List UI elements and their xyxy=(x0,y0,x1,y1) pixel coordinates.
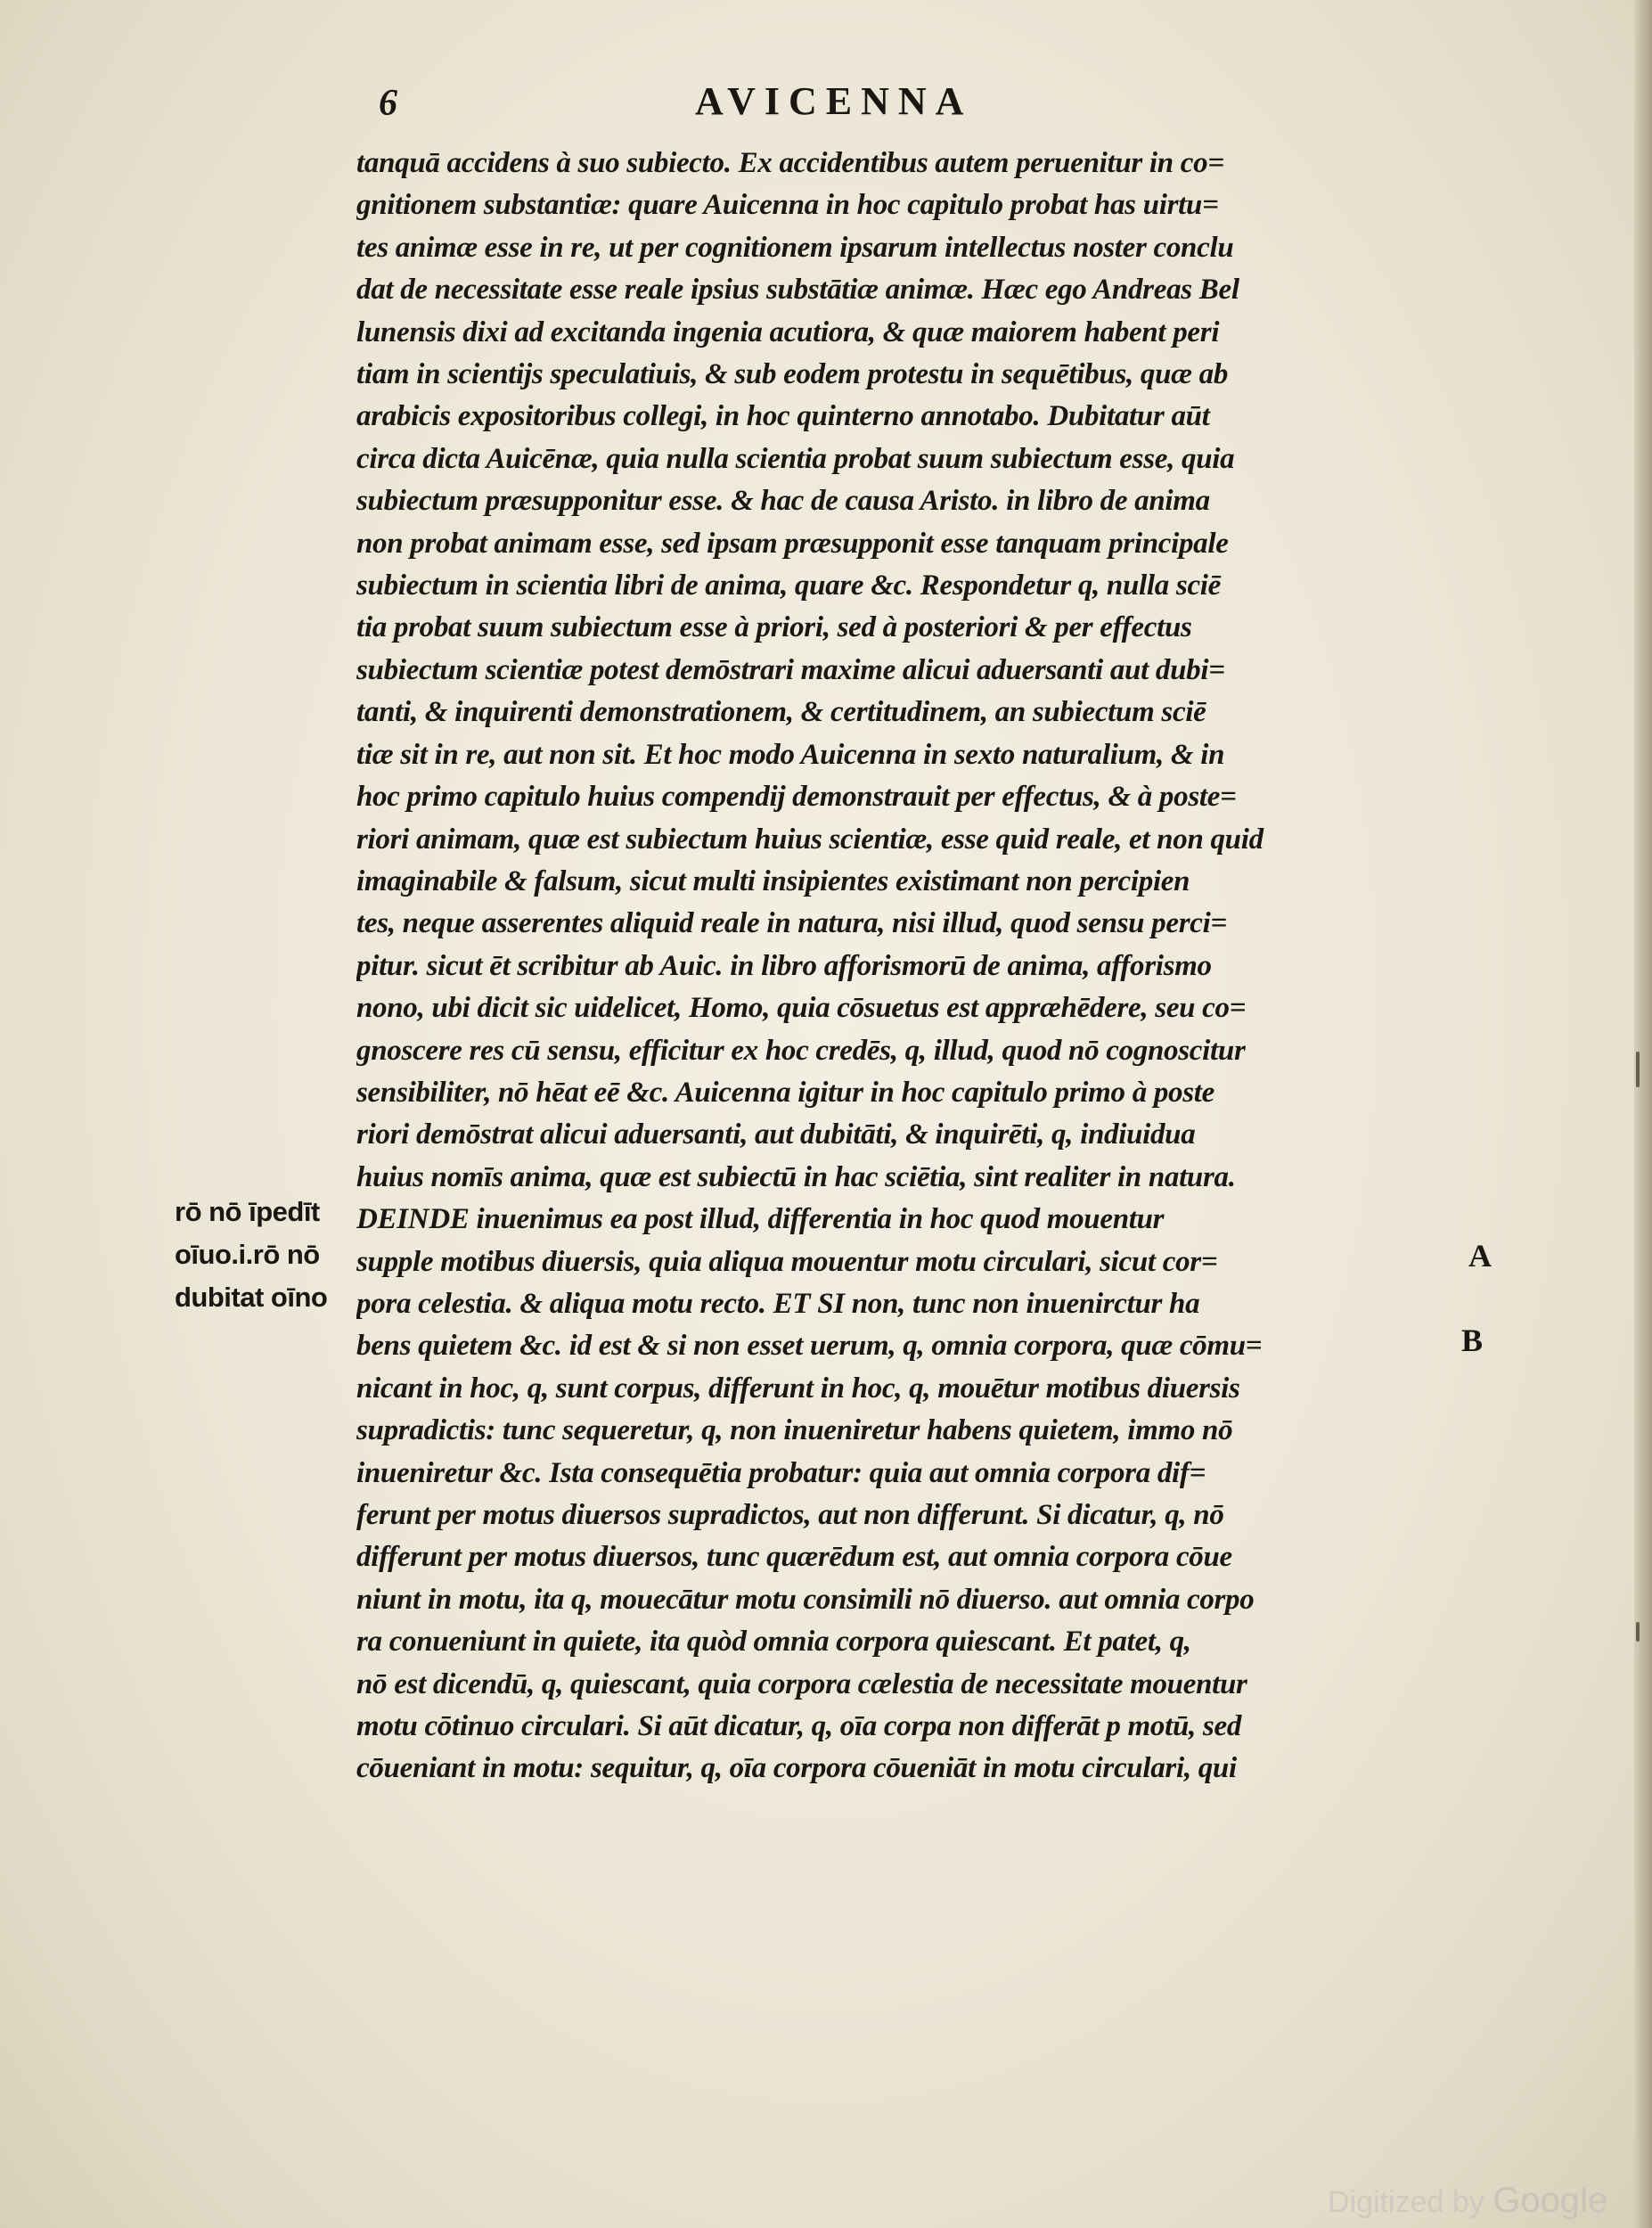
text-line: non probat animam esse, sed ipsam præsupponit esse tanquam principale xyxy=(356,527,1229,560)
text-line: inueniretur &c. Ista consequētia probatur: quia aut omnia corpora dif= xyxy=(356,1456,1206,1489)
binding-mark xyxy=(1636,1622,1640,1642)
text-line: tanquā accidens à suo subiecto. Ex accidentibus autem peruenitur in co= xyxy=(356,147,1224,179)
text-line: motu cōtinuo circulari. Si aūt dicatur, q, oīa corpa non differāt p motū, sed xyxy=(356,1710,1242,1743)
text-line: nō est dicendū, q, quiescant, quia corpora cælestia de necessitate mouentur xyxy=(356,1667,1247,1700)
text-line: nicant in hoc, q, sunt corpus, differunt in hoc, q, mouētur motibus diuersis xyxy=(356,1372,1240,1405)
text-line: DEINDE inuenimus ea post illud, differentia in hoc quod mouentur xyxy=(356,1203,1165,1236)
text-line: riori demōstrat alicui aduersanti, aut dubitāti, & inquirēti, q, indiuidua xyxy=(356,1118,1196,1151)
watermark-brand: Google xyxy=(1493,2181,1608,2220)
text-line: cōueniant in motu: sequitur, q, oīa corpora cōueniāt in motu circulari, qui xyxy=(356,1752,1237,1785)
text-line: pora celestia. & aliqua motu recto. ET SI non, tunc non inuenirctur ha xyxy=(356,1287,1200,1320)
digitization-watermark xyxy=(1328,2181,1607,2221)
text-line: tia probat suum subiectum esse à priori, sed à posteriori & per effectus xyxy=(356,611,1192,644)
text-line: gnoscere res cū sensu, efficitur ex hoc credēs, q, illud, quod nō cognoscitur xyxy=(356,1034,1246,1067)
text-line: sensibiliter, nō hēat eē &c. Auicenna igitur in hoc capitulo primo à poste xyxy=(356,1076,1214,1109)
marginal-note: dubitat oīno xyxy=(175,1282,328,1313)
text-line: nono, ubi dicit sic uidelicet, Homo, quia cōsuetus est appræhēdere, seu co= xyxy=(356,992,1247,1025)
text-line: ra conueniunt in quiete, ita quòd omnia corpora quiescant. Et patet, q, xyxy=(356,1626,1191,1659)
text-line: subiectum scientiæ potest demōstrari maxime alicui aduersanti aut dubi= xyxy=(356,653,1225,686)
marginal-note: oīuo.i.rō nō xyxy=(175,1239,320,1270)
text-line: riori animam, quæ est subiectum huius scientiæ, esse quid reale, et non quid xyxy=(356,823,1264,856)
text-line: imaginabile & falsum, sicut multi insipientes existimant non percipien xyxy=(356,864,1190,897)
text-line: circa dicta Auicēnæ, quia nulla scientia probat suum subiectum esse, quia xyxy=(356,442,1235,475)
marginal-note: rō nō īpedīt xyxy=(175,1196,320,1227)
body-text xyxy=(356,143,1479,1790)
text-line: subiectum præsupponitur esse. & hac de causa Aristo. in libro de anima xyxy=(356,485,1210,518)
text-line: subiectum in scientia libri de anima, quare &c. Respondetur q, nulla sciē xyxy=(356,569,1222,602)
text-line: ferunt per motus diuersos supradictos, aut non differunt. Si dicatur, q, nō xyxy=(356,1499,1224,1531)
text-line: supradictis: tunc sequeretur, q, non inueniretur habens quietem, immo nō xyxy=(356,1414,1233,1447)
text-line: hoc primo capitulo huius compendij demonstrauit per effectus, & à poste= xyxy=(356,781,1237,814)
text-line: arabicis expositoribus collegi, in hoc quinterno annotabo. Dubitatur aūt xyxy=(356,400,1210,433)
text-line: pitur. sicut ēt scribitur ab Auic. in libro afforismorū de anima, afforismo xyxy=(356,949,1212,982)
text-line: tes, neque asserentes aliquid reale in natura, nisi illud, quod sensu perci= xyxy=(356,907,1227,940)
margin-letter-a: A xyxy=(1468,1238,1492,1274)
text-line: lunensis dixi ad excitanda ingenia acutiora, & quæ maiorem habent peri xyxy=(356,315,1220,348)
text-line: tanti, & inquirenti demonstrationem, & certitudinem, an subiectum sciē xyxy=(356,696,1206,729)
text-line: tiam in scientijs speculatiuis, & sub eodem protestu in sequētibus, quæ ab xyxy=(356,358,1229,391)
text-line: tiæ sit in re, aut non sit. Et hoc modo Auicenna in sexto naturalium, & in xyxy=(356,738,1225,771)
margin-letter-b: B xyxy=(1461,1323,1484,1358)
page-edge-shadow xyxy=(1634,0,1652,2228)
running-head: AVICENNA xyxy=(695,79,973,123)
text-line: tes animæ esse in re, ut per cognitionem ipsarum intellectus noster conclu xyxy=(356,231,1234,264)
text-line: supple motibus diuersis, quia aliqua mouentur motu circulari, sicut cor= xyxy=(356,1245,1218,1278)
text-line: bens quietem &c. id est & si non esset uerum, q, omnia corpora, quæ cōmu= xyxy=(356,1330,1263,1363)
page-number: 6 xyxy=(379,83,397,124)
text-line: niunt in motu, ita q, mouecātur motu consimili nō diuerso. aut omnia corpo xyxy=(356,1583,1255,1616)
text-line: differunt per motus diuersos, tunc quærēdum est, aut omnia corpora cōue xyxy=(356,1541,1232,1574)
text-line: gnitionem substantiæ: quare Auicenna in hoc capitulo probat has uirtu= xyxy=(356,189,1219,222)
watermark-prefix: Digitized by xyxy=(1328,2185,1484,2219)
binding-mark xyxy=(1636,1052,1640,1087)
text-line: huius nomīs anima, quæ est subiectū in hac sciētia, sint realiter in natura. xyxy=(356,1160,1236,1193)
text-line: dat de necessitate esse reale ipsius substātiæ animæ. Hæc ego Andreas Bel xyxy=(356,274,1239,307)
